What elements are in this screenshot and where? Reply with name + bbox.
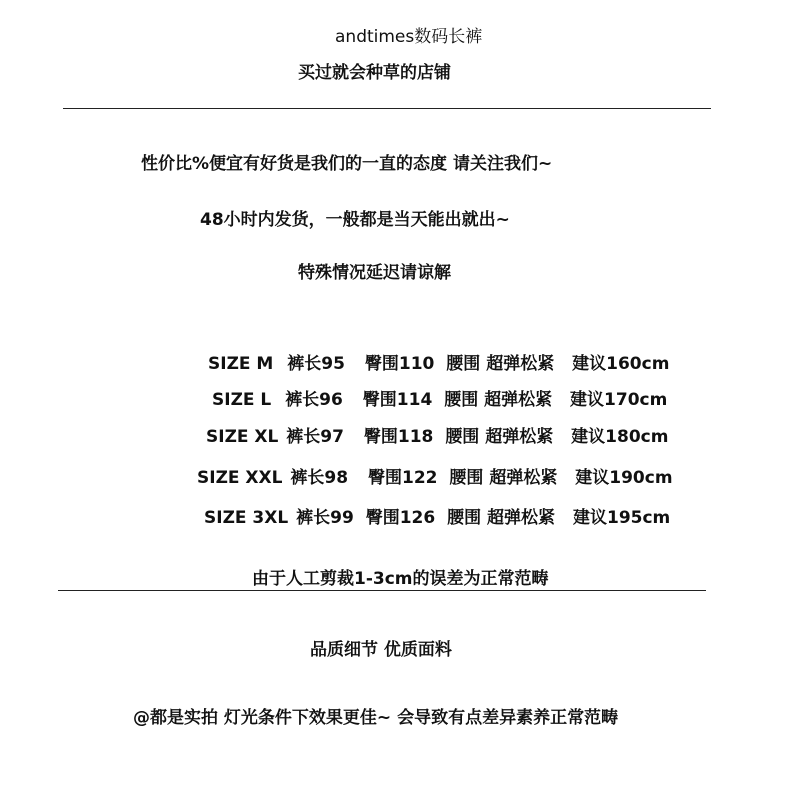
size-length: 裤长96 xyxy=(285,390,343,410)
size-row-m xyxy=(208,349,669,374)
size-advice: 建议160cm xyxy=(572,354,670,374)
size-advice: 建议190cm xyxy=(575,468,673,488)
store-slogan: 买过就会种草的店铺 xyxy=(298,63,451,83)
size-hip: 臀围118 xyxy=(363,427,434,447)
size-advice: 建议195cm xyxy=(572,508,671,528)
size-advice: 建议170cm xyxy=(570,390,668,410)
size-row-xxl xyxy=(197,463,673,488)
size-label: SIZE L xyxy=(212,390,272,410)
quality-heading: 品质细节 优质面料 xyxy=(310,640,452,660)
value-statement: 性价比%便宜有好货是我们的一直的态度 请关注我们~ xyxy=(141,154,553,174)
size-label: SIZE XL xyxy=(206,427,279,447)
size-waist: 腰围 超弹松紧 xyxy=(447,508,556,528)
shipping-statement: 48小时内发货，一般都是当天能出就出~ xyxy=(200,210,510,230)
size-row-l xyxy=(212,385,667,410)
photo-disclaimer: @都是实拍 灯光条件下效果更佳~ 会导致有点差异素养正常范畴 xyxy=(133,708,619,728)
size-label: SIZE M xyxy=(208,354,274,374)
bottom-divider xyxy=(58,590,706,591)
size-label: SIZE 3XL xyxy=(204,508,289,528)
size-hip: 臀围126 xyxy=(365,508,436,528)
size-length: 裤长95 xyxy=(287,354,345,374)
size-length: 裤长97 xyxy=(286,427,344,447)
size-hip: 臀围122 xyxy=(368,468,438,488)
size-row-xl xyxy=(206,422,668,447)
size-waist: 腰围 超弹松紧 xyxy=(449,468,558,488)
size-hip: 臀围110 xyxy=(364,354,435,374)
tolerance-note: 由于人工剪裁1-3cm的误差为正常范畴 xyxy=(252,569,549,589)
size-waist: 腰围 超弹松紧 xyxy=(446,354,555,374)
size-waist: 腰围 超弹松紧 xyxy=(444,390,553,410)
size-length: 裤长98 xyxy=(290,468,349,488)
store-title: andtimes数码长裤 xyxy=(335,27,483,47)
size-advice: 建议180cm xyxy=(571,427,669,447)
size-row-3xl xyxy=(204,503,670,528)
size-hip: 臀围114 xyxy=(362,390,433,410)
delay-notice: 特殊情况延迟请谅解 xyxy=(298,263,451,283)
size-label: SIZE XXL xyxy=(197,468,283,488)
size-length: 裤长99 xyxy=(296,508,354,528)
size-waist: 腰围 超弹松紧 xyxy=(445,427,554,447)
top-divider xyxy=(63,108,711,109)
